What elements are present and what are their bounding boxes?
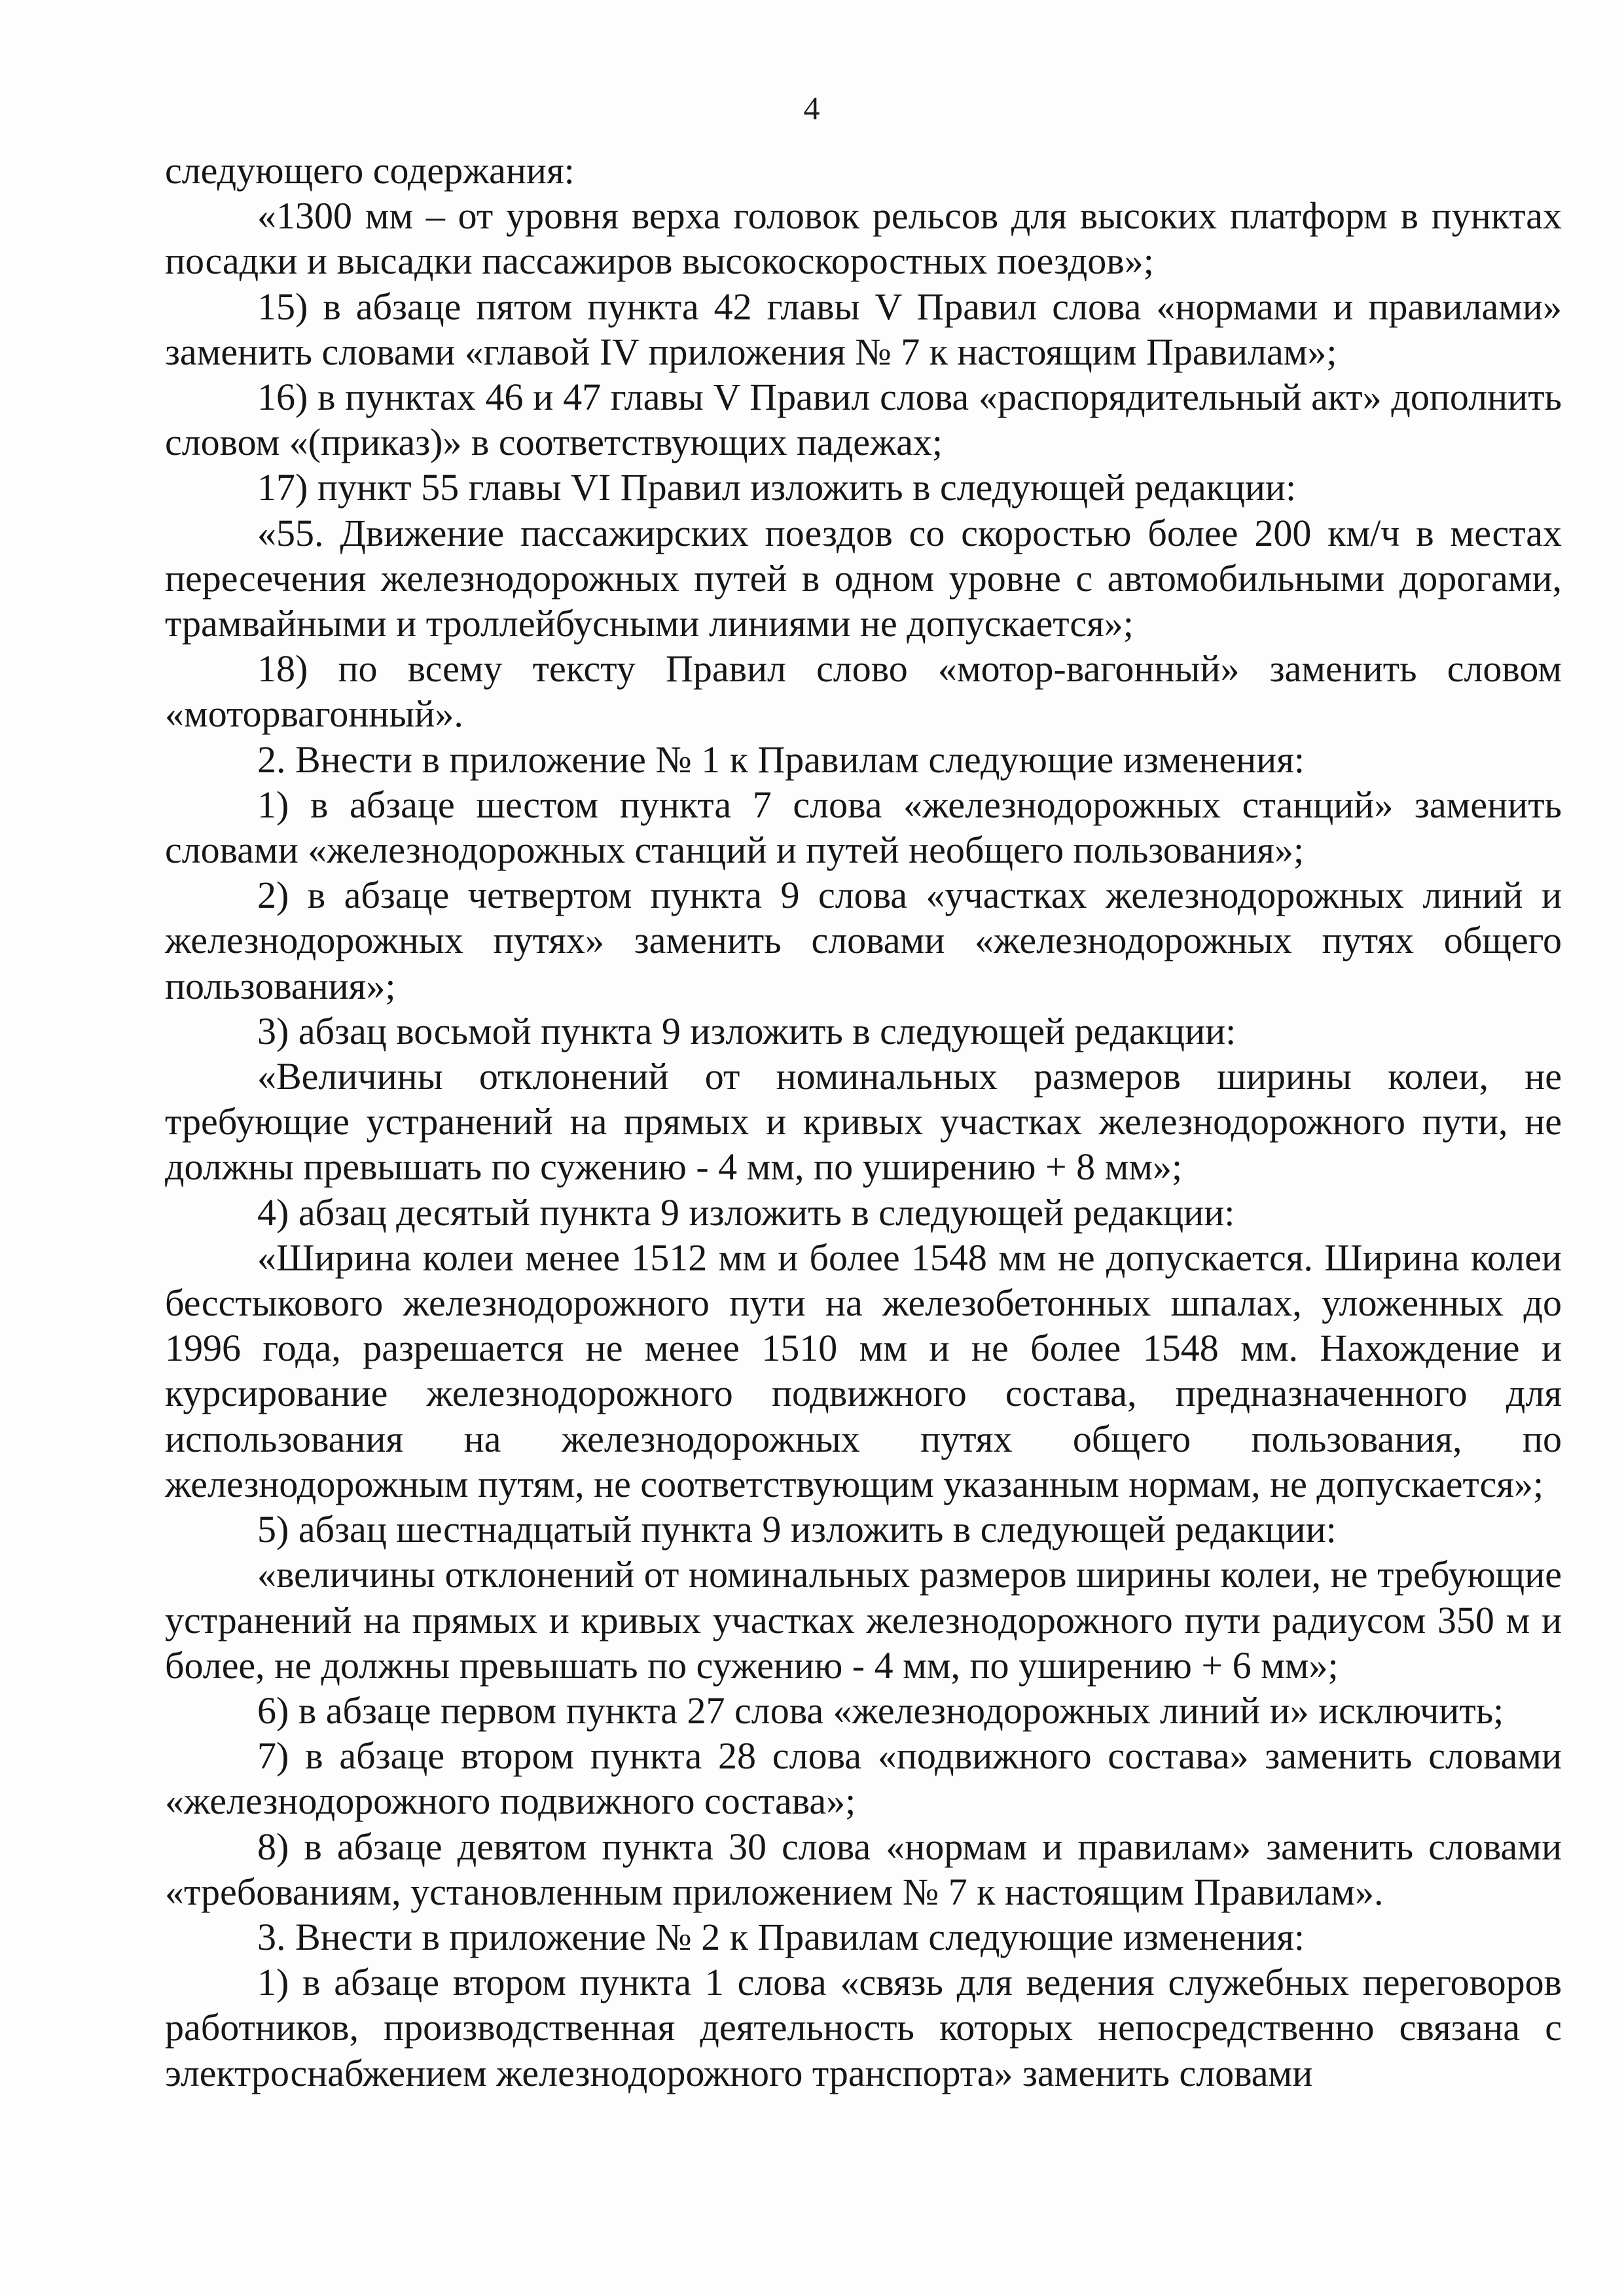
paragraph: 5) абзац шестнадцатый пункта 9 изложить в следующей редакции: [257, 1508, 1337, 1551]
paragraph: 7) в абзаце втором пункта 28 слова «подвижного состава» заменить словами «железнодорожного подвижного состава»; [165, 1734, 1562, 1823]
document-body [165, 148, 1562, 2096]
paragraph: 3) абзац восьмой пункта 9 изложить в следующей редакции: [257, 1009, 1236, 1052]
paragraph: «Величины отклонений от номинальных размеров ширины колеи, не требующие устранений на прямых и кривых участках железнодорожного пути, не должны превышать по сужению - 4 мм, по уширению + 8 мм»; [165, 1055, 1562, 1189]
paragraph: «55. Движение пассажирских поездов со скоростью более 200 км/ч в местах пересечения железнодорожных путей в одном уровне с автомобильными дорогами, трамвайными и троллейбусными линиями не допускается»; [165, 511, 1562, 645]
paragraph: 1) в абзаце втором пункта 1 слова «связь для ведения служебных переговоров работников, производственная деятельность которых непосредственно связана с электроснабжением железнодорожного транспорта» заменить словами [165, 1961, 1562, 2094]
paragraph: «Ширина колеи менее 1512 мм и более 1548 мм не допускается. Ширина колеи бесстыкового железнодорожного пути на железобетонных шпалах, уложенных до 1996 года, разрешается не менее 1510 мм и не более 1548 мм. Нахождение и курсирование железнодорожного подвижного состава, предназначенного для использования на железнодорожных путях общего пользования, по железнодорожным путям, не соответствующим указанным нормам, не допускается»; [165, 1236, 1562, 1505]
paragraph: 8) в абзаце девятом пункта 30 слова «нормам и правилам» заменить словами «требованиям, установленным приложением № 7 к настоящим Правилам». [165, 1825, 1562, 1913]
paragraph: 16) в пунктах 46 и 47 главы V Правил слова «распорядительный акт» дополнить словом «(приказ)» в соответствующих падежах; [165, 376, 1562, 464]
paragraph: 4) абзац десятый пункта 9 изложить в следующей редакции: [257, 1191, 1235, 1234]
paragraph: 18) по всему тексту Правил слово «мотор-вагонный» заменить словом «моторвагонный». [165, 647, 1562, 736]
page-number: 4 [803, 90, 820, 126]
paragraph: 15) в абзаце пятом пункта 42 главы V Правил слова «нормами и правилами» заменить словами «главой IV приложения № 7 к настоящим Правилам»; [165, 285, 1562, 373]
paragraph: 17) пункт 55 главы VI Правил изложить в следующей редакции: [257, 466, 1297, 509]
paragraph: «1300 мм – от уровня верха головок рельсов для высоких платформ в пунктах посадки и высадки пассажиров высокоскоростных поездов»; [165, 194, 1562, 283]
paragraph: 2. Внести в приложение № 1 к Правилам следующие изменения: [257, 738, 1305, 781]
paragraph: 3. Внести в приложение № 2 к Правилам следующие изменения: [257, 1915, 1305, 1958]
paragraph: 6) в абзаце первом пункта 27 слова «железнодорожных линий и» исключить; [257, 1689, 1504, 1732]
paragraph: следующего содержания: [165, 149, 575, 192]
paragraph: 2) в абзаце четвертом пункта 9 слова «участках железнодорожных линий и железнодорожных путях» заменить словами «железнодорожных путях общего пользования»; [165, 874, 1562, 1007]
paragraph: «величины отклонений от номинальных размеров ширины колеи, не требующие устранений на прямых и кривых участках железнодорожного пути радиусом 350 м и более, не должны превышать по сужению - 4 мм, по уширению + 6 мм»; [165, 1553, 1562, 1687]
paragraph: 1) в абзаце шестом пункта 7 слова «железнодорожных станций» заменить словами «железнодорожных станций и путей необщего пользования»; [165, 783, 1562, 872]
